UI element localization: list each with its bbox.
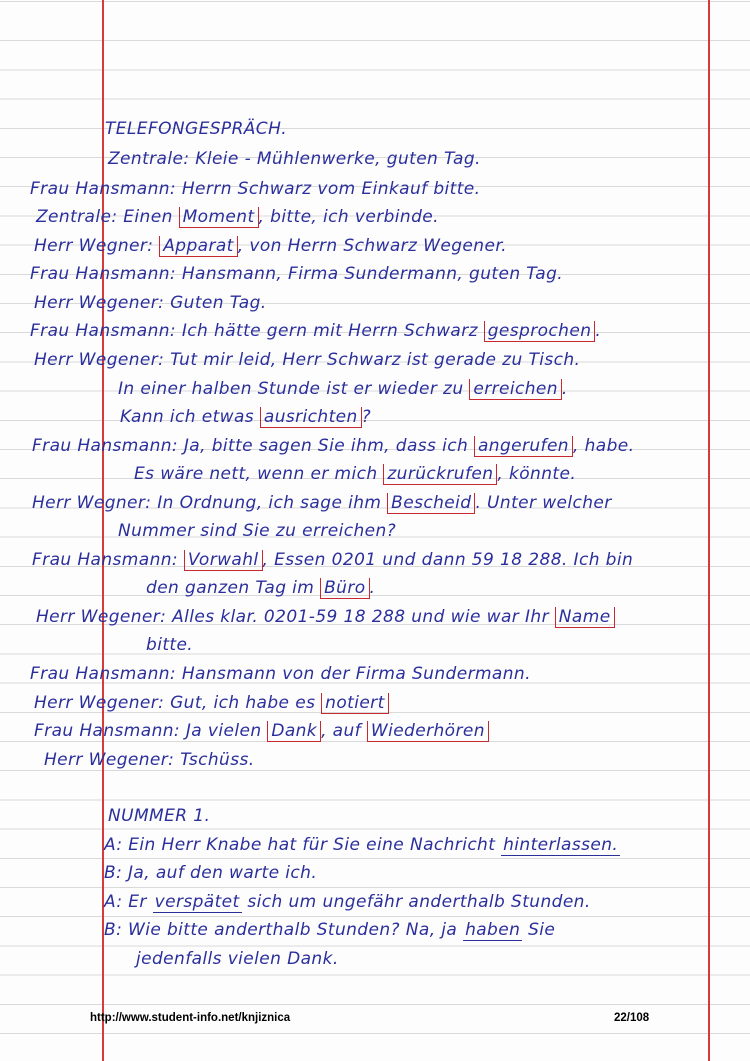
dialogue-line [108, 148, 481, 170]
dialogue-line [32, 549, 633, 571]
line-text: , von Herrn Schwarz Wegener. [237, 236, 507, 256]
dialogue-line [30, 320, 601, 342]
exercise-line: jedenfalls vielen Dank. [136, 949, 339, 969]
dialogue-continuation [146, 577, 375, 599]
line-text: Gut, ich habe es [170, 693, 316, 713]
line-text: Tschüss. [180, 750, 255, 770]
inserted-word: Wiederhören [367, 721, 489, 742]
speaker: Frau Hansmann: [30, 179, 177, 199]
dialogue-line [34, 720, 489, 742]
dialogue-line [34, 349, 580, 371]
speaker: Frau Hansmann: [32, 550, 179, 570]
line-text: Sie [528, 920, 556, 940]
line-text: B: Wie bitte anderthalb Stunden? Na, ja [104, 920, 458, 940]
line-text: A: Ein Herr Knabe hat für Sie eine Nachricht [104, 835, 496, 855]
inserted-word: Bescheid [387, 493, 475, 514]
line-text: den ganzen Tag im [146, 578, 315, 598]
line-text: , auf [321, 721, 362, 741]
line-text: Ich hätte gern mit Herrn Schwarz [181, 321, 478, 341]
speaker: Frau Hansmann: [30, 321, 177, 341]
dialogue-line [30, 663, 531, 685]
inserted-word: ausrichten [260, 407, 362, 428]
inserted-word: Apparat [159, 236, 238, 257]
page-number: 22/108 [614, 1012, 650, 1024]
line-text: Ja, bitte sagen Sie ihm, dass ich [183, 436, 469, 456]
line-text: Ja vielen [185, 721, 262, 741]
line-text: , Essen 0201 und dann 59 18 288. Ich bin [262, 550, 634, 570]
speaker: Herr Wegener: [34, 350, 165, 370]
dialogue-line [30, 263, 563, 285]
right-margin-line [708, 0, 710, 1061]
dialogue-line [34, 692, 389, 714]
inserted-word: notiert [321, 693, 388, 714]
line-text: Tut mir leid, Herr Schwarz ist gerade zu Tisch. [170, 350, 581, 370]
inserted-word: Büro [320, 578, 369, 599]
line-text: Alles klar. 0201-59 18 288 und wie war Ihr [172, 607, 549, 627]
inserted-word: angerufen [474, 436, 573, 457]
exercise-line [104, 919, 555, 941]
inserted-word: erreichen [469, 379, 562, 400]
inserted-word: zurückrufen [383, 464, 497, 485]
speaker: Herr Wegner: [34, 236, 154, 256]
dialogue-continuation: Nummer sind Sie zu erreichen? [118, 521, 397, 541]
filled-word: haben [465, 920, 521, 940]
speaker: Zentrale: [36, 207, 118, 227]
line-text: sich um ungefähr anderthalb Stunden. [247, 892, 591, 912]
line-text: . [561, 379, 568, 399]
inserted-word: Moment [179, 207, 259, 228]
speaker: Herr Wegener: [36, 607, 167, 627]
line-text: In Ordnung, ich sage ihm [157, 493, 382, 513]
dialogue-line [32, 492, 612, 514]
line-text: Hansmann von der Firma Sundermann. [181, 664, 531, 684]
exercise-line [104, 834, 620, 856]
section-heading: NUMMER 1. [108, 806, 211, 826]
line-text: . Unter welcher [475, 493, 612, 513]
dialogue-continuation: bitte. [146, 635, 194, 655]
dialogue-continuation [134, 463, 576, 485]
line-text: Herrn Schwarz vom Einkauf bitte. [181, 179, 481, 199]
line-text: , könnte. [497, 464, 577, 484]
line-text: , habe. [572, 436, 635, 456]
speaker: Zentrale: [108, 149, 190, 169]
page-title: TELEFONGESPRÄCH. [105, 119, 288, 139]
filled-word: verspätet [154, 892, 240, 912]
exercise-line [104, 891, 591, 913]
inserted-word: gesprochen [484, 321, 596, 342]
line-text: Guten Tag. [170, 293, 267, 313]
footer-url[interactable]: http://www.student-info.net/knjiznica [90, 1012, 291, 1024]
dialogue-continuation [118, 378, 568, 400]
line-text: ? [361, 407, 372, 427]
dialogue-line [36, 206, 439, 228]
line-text: Es wäre nett, wenn er mich [134, 464, 378, 484]
exercise-line: B: Ja, auf den warte ich. [104, 863, 318, 883]
dialogue-line [34, 292, 267, 314]
speaker: Frau Hansmann: [30, 264, 177, 284]
speaker: Frau Hansmann: [30, 664, 177, 684]
line-text: , bitte, ich verbinde. [258, 207, 439, 227]
dialogue-line [30, 178, 480, 200]
speaker: Frau Hansmann: [32, 436, 179, 456]
inserted-word: Dank [267, 721, 321, 742]
line-text: In einer halben Stunde ist er wieder zu [118, 379, 464, 399]
dialogue-line [32, 435, 634, 457]
line-text: . [369, 578, 376, 598]
filled-word: hinterlassen. [503, 835, 619, 855]
dialogue-continuation [120, 406, 371, 428]
inserted-word: Name [555, 607, 615, 628]
dialogue-line [34, 235, 507, 257]
dialogue-line [36, 606, 615, 628]
line-text: . [595, 321, 602, 341]
line-text: Kleie - Mühlenwerke, guten Tag. [195, 149, 481, 169]
speaker: Herr Wegener: [44, 750, 175, 770]
speaker: Herr Wegener: [34, 693, 165, 713]
line-text: Hansmann, Firma Sundermann, guten Tag. [181, 264, 564, 284]
speaker: Herr Wegener: [34, 293, 165, 313]
line-text: A: Er [104, 892, 147, 912]
line-text: Einen [123, 207, 173, 227]
inserted-word: Vorwahl [184, 550, 263, 571]
dialogue-line [44, 749, 255, 771]
speaker: Frau Hansmann: [34, 721, 181, 741]
line-text: Kann ich etwas [120, 407, 255, 427]
speaker: Herr Wegner: [32, 493, 152, 513]
